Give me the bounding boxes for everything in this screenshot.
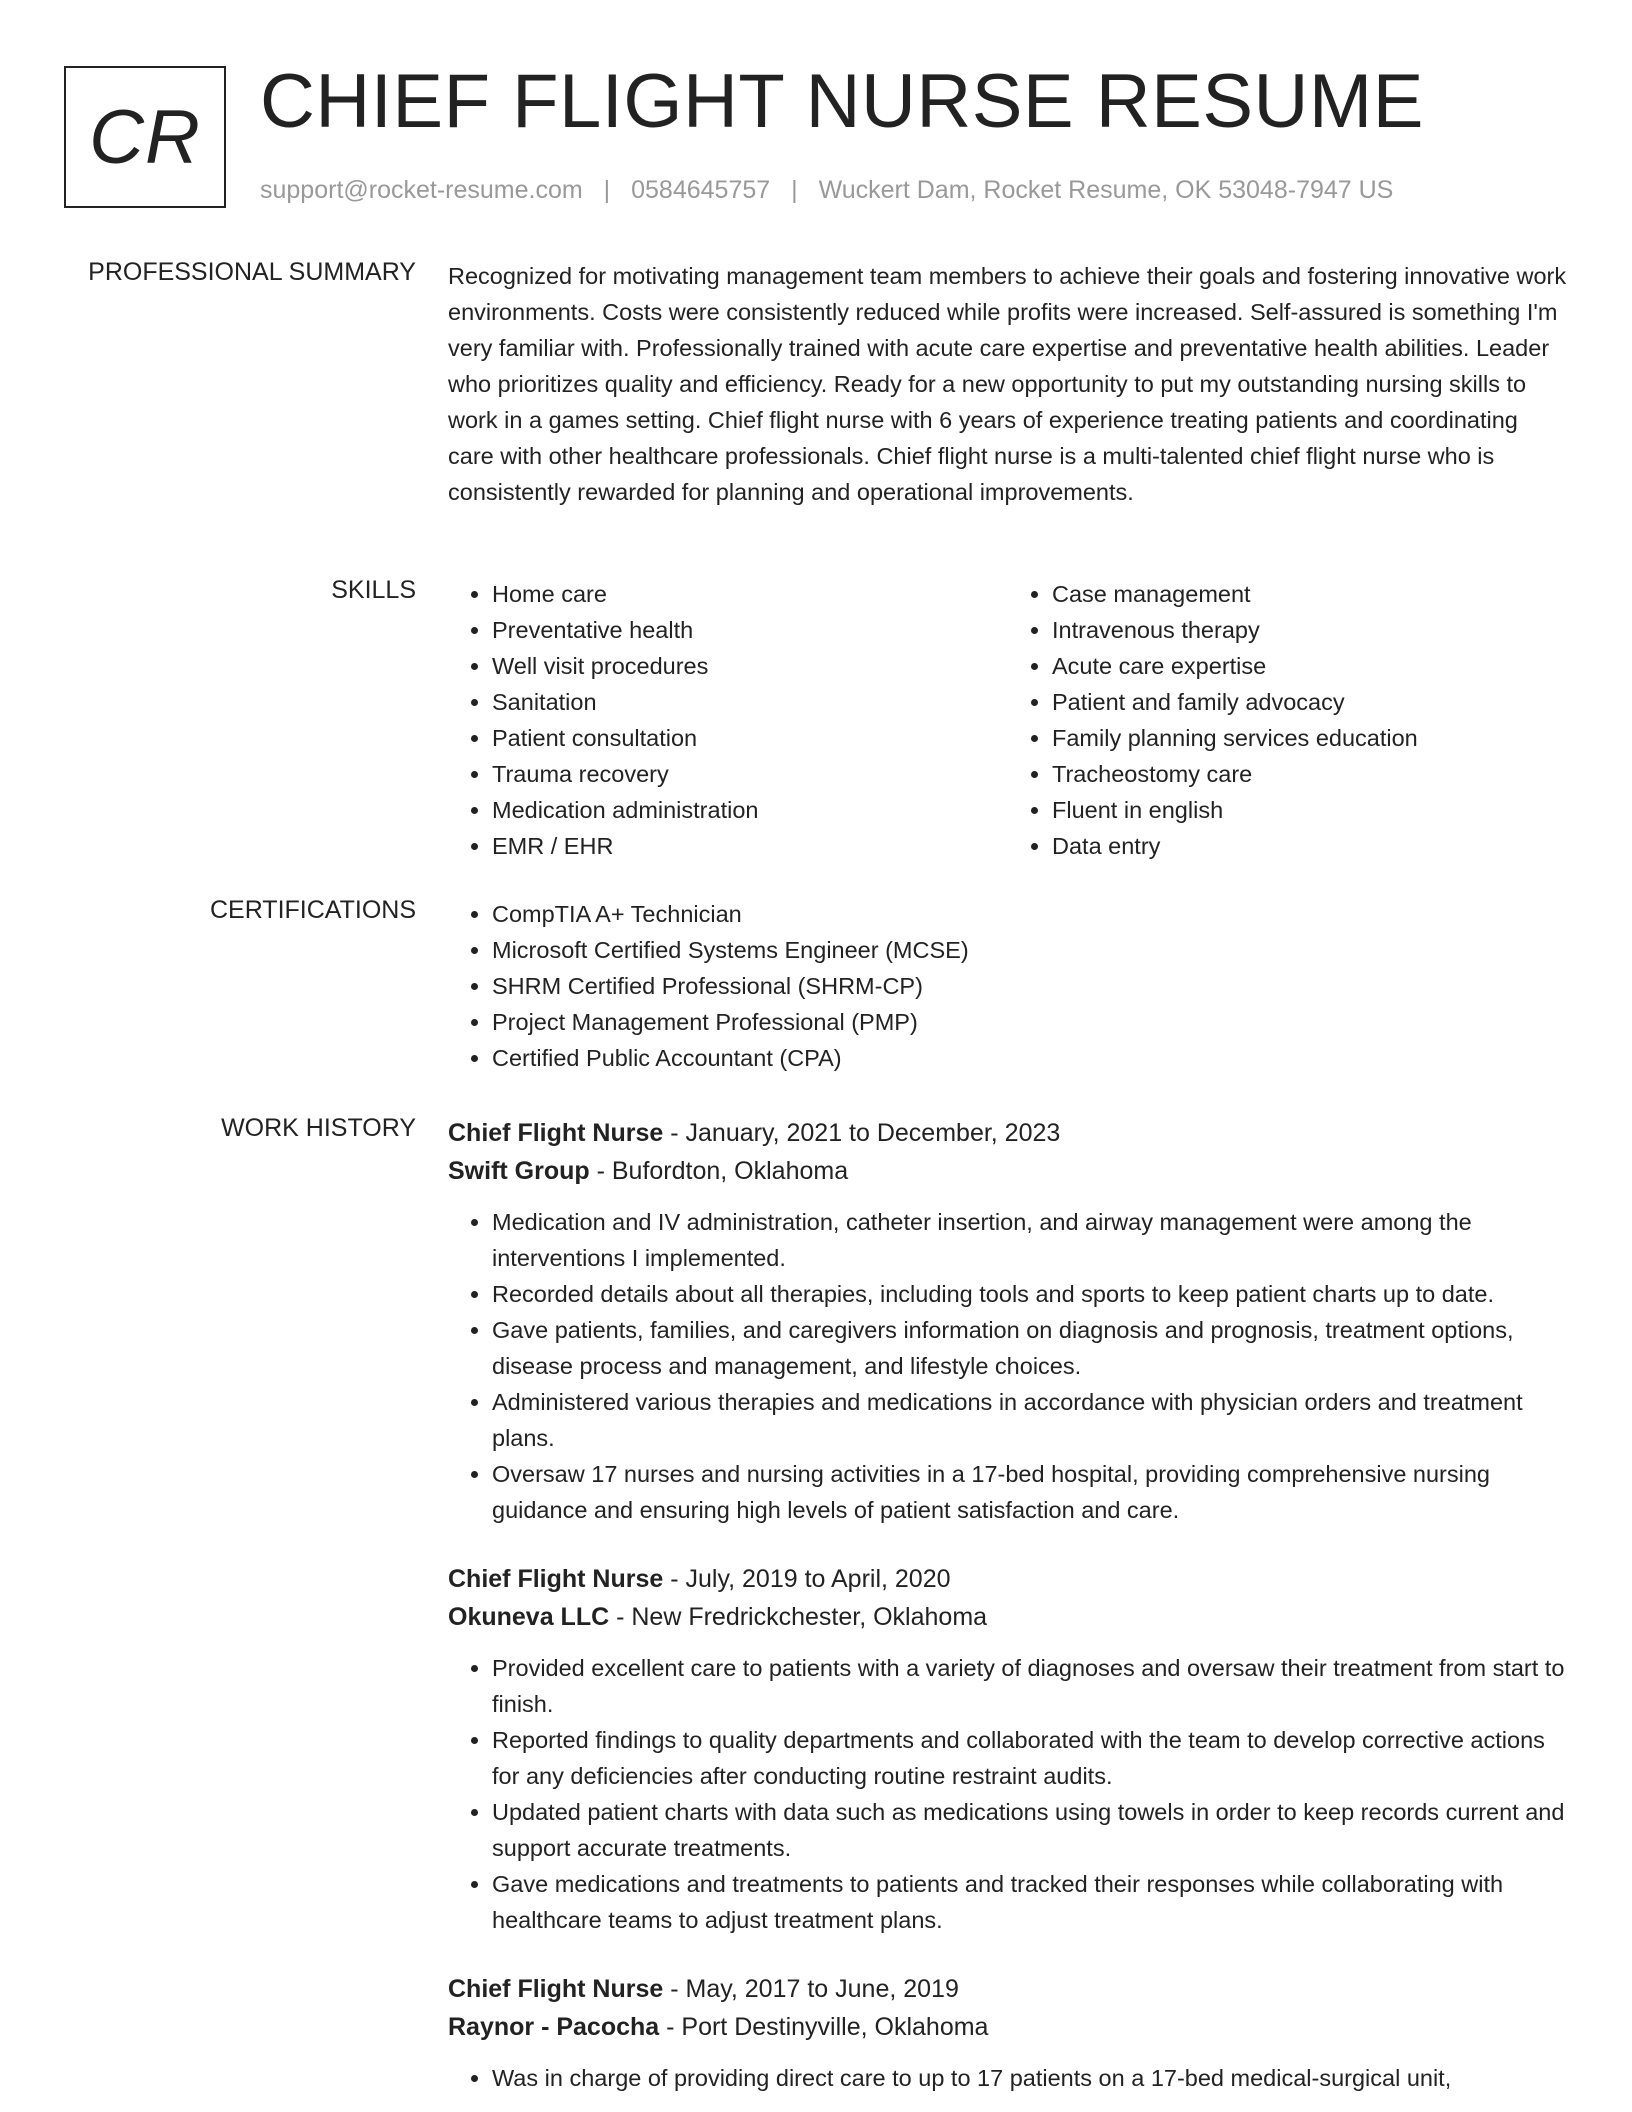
job-company: Okuneva LLC: [448, 1603, 610, 1631]
job-bullet: • Provided excellent care to patients with a variety of diagnoses and oversaw their treatment from start to finish.: [492, 1650, 1568, 1722]
job-bullet: • Was in charge of providing direct care to up to 17 patients on a 17-bed medical-surgical unit,: [492, 2060, 1568, 2096]
job-bullet: • Gave patients, families, and caregivers information on diagnosis and prognosis, treatment options, disease process and management, and lifestyle choices.: [492, 1312, 1568, 1384]
skill-item: • Preventative health: [492, 612, 1008, 648]
certification-item: • Certified Public Accountant (CPA): [492, 1040, 1568, 1076]
job-entry: [448, 1970, 1568, 2096]
skill-item: • Fluent in english: [1052, 792, 1568, 828]
job-bullet: • Reported findings to quality departments and collaborated with the team to develop corrective actions for any deficiencies after conducting routine restraint audits.: [492, 1722, 1568, 1794]
job-dates: - January, 2021 to December, 2023: [663, 1119, 1061, 1147]
contact-line: [260, 176, 1393, 205]
job-company: Swift Group: [448, 1157, 590, 1185]
skill-item: • EMR / EHR: [492, 828, 1008, 864]
contact-address: Wuckert Dam, Rocket Resume, OK 53048-7947 US: [818, 176, 1394, 204]
contact-email: support@rocket-resume.com: [260, 176, 583, 204]
skill-item: • Tracheostomy care: [1052, 756, 1568, 792]
job-title: Chief Flight Nurse: [448, 1975, 664, 2003]
job-company-line: [448, 2008, 1568, 2046]
skills-list-left: [448, 576, 1008, 864]
job-company-line: [448, 1598, 1568, 1636]
summary-body: [448, 258, 1568, 510]
contact-separator: |: [791, 176, 798, 204]
certifications-body: [448, 896, 1568, 1076]
skill-item: • Home care: [492, 576, 1008, 612]
job-entry: [448, 1114, 1568, 1528]
skill-item: • Intravenous therapy: [1052, 612, 1568, 648]
job-title: Chief Flight Nurse: [448, 1119, 664, 1147]
certification-item: • Microsoft Certified Systems Engineer (MCSE): [492, 932, 1568, 968]
job-bullet: • Oversaw 17 nurses and nursing activities in a 17-bed hospital, providing comprehensive nursing guidance and ensuring high levels of patient satisfaction and care.: [492, 1456, 1568, 1528]
section-label-certifications: CERTIFICATIONS: [209, 896, 416, 924]
skill-item: • Well visit procedures: [492, 648, 1008, 684]
job-bullets: [448, 2060, 1568, 2096]
skill-item: • Patient and family advocacy: [1052, 684, 1568, 720]
job-bullets: [448, 1650, 1568, 1938]
section-label-skills: SKILLS: [331, 576, 416, 604]
job-bullet: • Gave medications and treatments to patients and tracked their responses while collaborating with healthcare teams to adjust treatment plans.: [492, 1866, 1568, 1938]
skills-list-right: [1008, 576, 1568, 864]
initials: CR: [89, 94, 201, 180]
certification-item: • SHRM Certified Professional (SHRM-CP): [492, 968, 1568, 1004]
section-label-work-history: WORK HISTORY: [221, 1114, 416, 1142]
job-company-line: [448, 1152, 1568, 1190]
skills-body: [448, 576, 1568, 864]
job-location: - Bufordton, Oklahoma: [589, 1157, 849, 1185]
monogram-box: [64, 66, 226, 208]
contact-phone: 0584645757: [631, 176, 771, 204]
job-bullet: • Recorded details about all therapies, including tools and sports to keep patient charts up to date.: [492, 1276, 1568, 1312]
certifications-list: [448, 896, 1568, 1076]
skill-item: • Medication administration: [492, 792, 1008, 828]
job-bullet: • Updated patient charts with data such as medications using towels in order to keep records current and support accurate treatments.: [492, 1794, 1568, 1866]
job-title-line: [448, 1114, 1568, 1152]
skill-item: • Family planning services education: [1052, 720, 1568, 756]
skill-item: • Patient consultation: [492, 720, 1008, 756]
skill-item: • Acute care expertise: [1052, 648, 1568, 684]
job-dates: - May, 2017 to June, 2019: [663, 1975, 959, 2003]
page-title: CHIEF FLIGHT NURSE RESUME: [260, 59, 1424, 144]
job-entry: [448, 1560, 1568, 1938]
summary-text: Recognized for motivating management team members to achieve their goals and fostering innovative work environments. Costs were consistently reduced while profits were increased. Self-assured is something I'm very familiar with. Professionally trained with acute care expertise and preventative health abilities. Leader who prioritizes quality and efficiency. Ready for a new opportunity to put my outstanding nursing skills to work in a games setting. Chief flight nurse with 6 years of experience treating patients and coordinating care with other healthcare professionals. Chief flight nurse is a multi-talented chief flight nurse who is consistently rewarded for planning and operational improvements.: [448, 263, 1567, 505]
skill-item: • Data entry: [1052, 828, 1568, 864]
work-history-body: [448, 1114, 1568, 2096]
job-dates: - July, 2019 to April, 2020: [663, 1565, 951, 1593]
job-title-line: [448, 1970, 1568, 2008]
skill-item: • Sanitation: [492, 684, 1008, 720]
certification-item: • Project Management Professional (PMP): [492, 1004, 1568, 1040]
job-bullet: • Medication and IV administration, catheter insertion, and airway management were among the interventions I implemented.: [492, 1204, 1568, 1276]
contact-separator: |: [603, 176, 611, 204]
section-label-summary: PROFESSIONAL SUMMARY: [88, 258, 416, 286]
job-location: - Port Destinyville, Oklahoma: [659, 2013, 989, 2041]
job-location: - New Fredrickchester, Oklahoma: [609, 1603, 988, 1631]
job-bullet: • Administered various therapies and medications in accordance with physician orders and treatment plans.: [492, 1384, 1568, 1456]
job-company: Raynor - Pacocha: [448, 2013, 660, 2041]
job-title: Chief Flight Nurse: [448, 1565, 664, 1593]
job-title-line: [448, 1560, 1568, 1598]
skill-item: • Trauma recovery: [492, 756, 1008, 792]
job-bullets: [448, 1204, 1568, 1528]
certification-item: • CompTIA A+ Technician: [492, 896, 1568, 932]
skill-item: • Case management: [1052, 576, 1568, 612]
